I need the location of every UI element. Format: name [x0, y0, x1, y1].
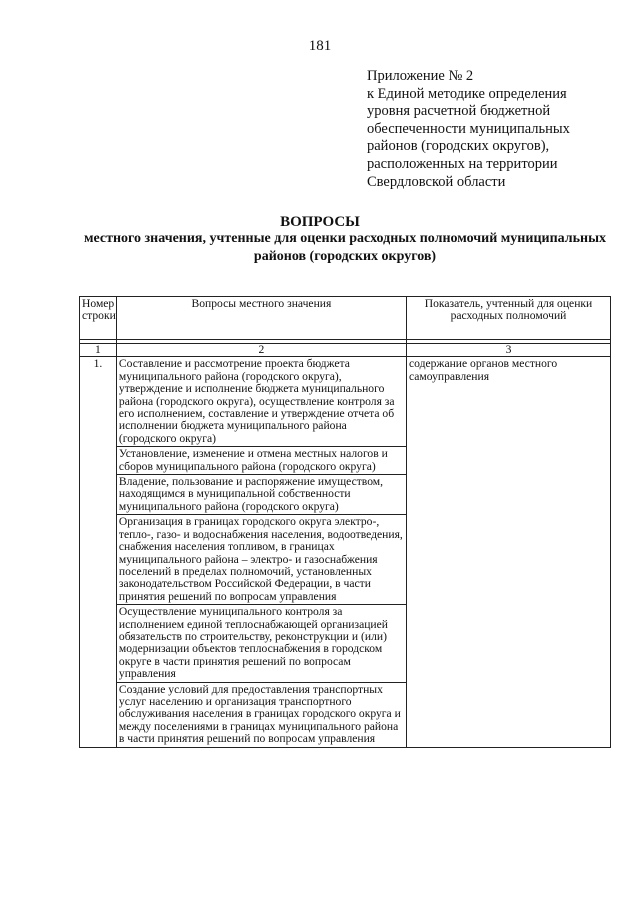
question-cell: Организация в границах городского округа электро-, тепло-, газо- и водоснабжения населения, водоотведения, снабжения населения топливом, в границах муниципального района – электро- и газоснабжения поселений в пределах полномочий, установленных законодательством Российской Федерации, в части принятия решений по вопросам управления: [116, 515, 406, 605]
header-questions: Вопросы местного значения: [116, 297, 406, 340]
appendix-line: уровня расчетной бюджетной: [367, 103, 551, 120]
appendix-line: обеспеченности муниципальных: [367, 120, 570, 137]
indicator-cell: содержание органов местного самоуправления: [406, 357, 610, 747]
header-indicator: Показатель, учтенный для оценки расходных полномочий: [406, 297, 610, 340]
column-number: 1: [80, 344, 117, 357]
table-header-row: [80, 297, 611, 340]
question-cell: Создание условий для предоставления транспортных услуг населению и организация транспортного обслуживания населения в границах городского округа и между поселениями в границах муниципального района в части принятия решений по вопросам управления: [116, 682, 406, 747]
column-numbers-row: [80, 344, 611, 357]
appendix-line: Свердловской области: [367, 173, 506, 190]
appendix-line: районов (городских округов),: [367, 138, 550, 155]
question-cell: Составление и рассмотрение проекта бюджета муниципального района (городского округа), утверждение и исполнение бюджета муниципального района (городского округа), осуществление контроля за его исполнением, составление и утверждение отчета об исполнении бюджета муниципального района (городского округа): [116, 357, 406, 447]
column-number: 3: [406, 344, 610, 357]
questions-table: [79, 296, 611, 748]
row-number: 1.: [80, 357, 117, 747]
appendix-line: к Единой методике определения: [367, 85, 567, 102]
appendix-line: расположенных на территории: [367, 155, 558, 172]
table-row: [80, 357, 611, 447]
question-cell: Осуществление муниципального контроля за исполнением единой теплоснабжающей организацией обязательств по строительству, реконструкции и (или) модернизации объектов теплоснабжения в городском округе в части принятия решений по вопросам управления: [116, 605, 406, 682]
document-title: ВОПРОСЫ: [280, 214, 360, 230]
question-cell: Владение, пользование и распоряжение имуществом, находящимся в муниципальной собственности муниципального района (городского округа): [116, 475, 406, 515]
document-subtitle: местного значения, учтенные для оценки расходных полномочий муниципальных районов (городских округов): [83, 231, 607, 264]
question-cell: Установление, изменение и отмена местных налогов и сборов муниципального района (городского округа): [116, 447, 406, 475]
appendix-line: Приложение № 2: [367, 68, 474, 84]
appendix-note: [367, 68, 627, 191]
page-number: 181: [308, 38, 332, 54]
column-number: 2: [116, 344, 406, 357]
header-row-number: Номер строки: [80, 297, 117, 340]
